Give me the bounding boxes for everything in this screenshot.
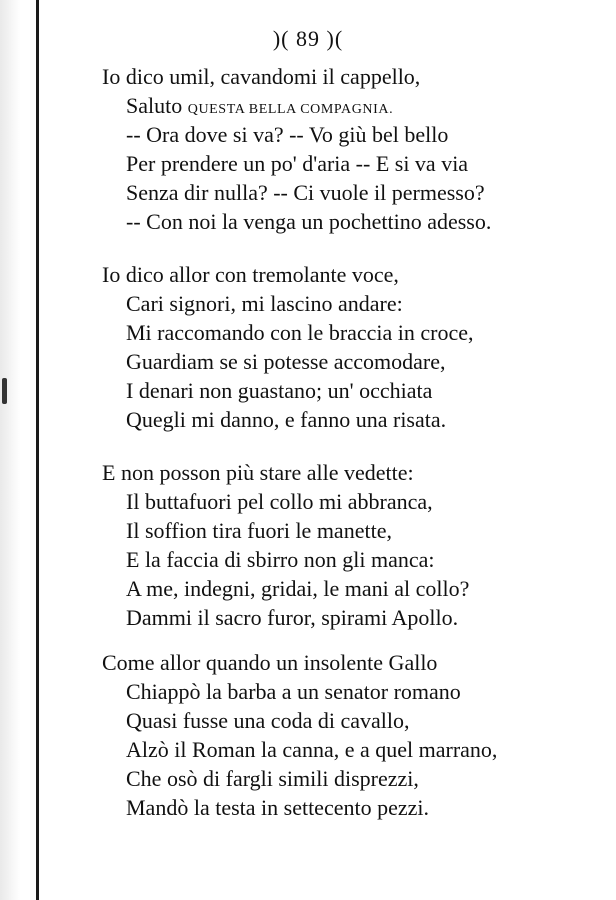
verse-line: Dammi il sacro furor, spirami Apollo. <box>126 605 459 630</box>
verse-line: Mi raccomando con le braccia in croce, <box>126 320 474 345</box>
verse-line: E non posson più stare alle vedette: <box>102 460 414 485</box>
verse-line: -- Ora dove si va? -- Vo giù bel bello <box>126 122 449 147</box>
verse-line: Quegli mi danno, e fanno una risata. <box>126 407 447 432</box>
verse-line: Cari signori, mi lascino andare: <box>126 291 403 316</box>
verse-line: Io dico allor con tremolante voce, <box>102 262 399 287</box>
verse-line: Alzò il Roman la canna, e a quel marrano, <box>126 737 498 762</box>
page-number: )( 89 )( <box>272 26 344 51</box>
stanza-2 <box>102 260 602 434</box>
verse-line: Senza dir nulla? -- Ci vuole il permesso? <box>126 180 485 205</box>
verse-line: I denari non guastano; un' occhiata <box>126 378 433 403</box>
stanza-4 <box>102 648 602 822</box>
stanza-3 <box>102 458 602 632</box>
verse-line: Mandò la testa in settecento pezzi. <box>126 795 429 820</box>
verse-line: Che osò di fargli simili disprezzi, <box>126 766 419 791</box>
verse-line: A me, indegni, gridai, le mani al collo? <box>126 576 470 601</box>
stanza-1 <box>102 62 602 236</box>
small-caps-text: QUESTA BELLA COMPAGNIA. <box>187 102 394 117</box>
verse-line: Come allor quando un insolente Gallo <box>102 650 438 675</box>
verse-line: Chiappò la barba a un senator romano <box>126 679 461 704</box>
verse-line <box>102 91 602 120</box>
gutter-line <box>36 0 39 900</box>
verse-line: Quasi fusse una coda di cavallo, <box>126 708 410 733</box>
verse-line: Io dico umil, cavandomi il cappello, <box>102 64 421 89</box>
margin-mark <box>2 378 7 404</box>
verse-line: Per prendere un po' d'aria -- E si va via <box>126 151 469 176</box>
verse-line: E la faccia di sbirro non gli manca: <box>126 547 435 572</box>
verse-line: Il buttafuori pel collo mi abbranca, <box>126 489 433 514</box>
verse-line: -- Con noi la venga un pochettino adesso. <box>126 209 492 234</box>
verse-text: Saluto <box>126 93 188 118</box>
verse-line: Il soffion tira fuori le manette, <box>126 518 392 543</box>
verse-line: Guardiam se si potesse accomodare, <box>126 349 446 374</box>
